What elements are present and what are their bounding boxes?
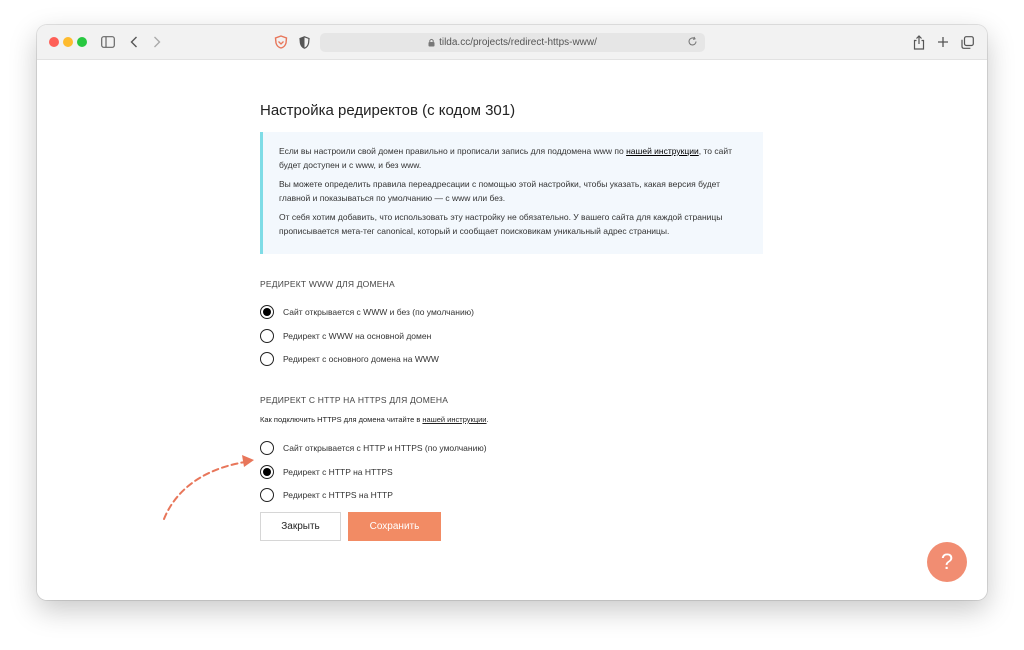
info-paragraph-1: Если вы настроили свой домен правильно и прописали запись для поддомена www по нашей инструкции, то сайт будет доступен и с www, и без www. bbox=[279, 146, 732, 170]
forward-icon[interactable] bbox=[153, 33, 161, 51]
instructions-link[interactable]: нашей инструкции bbox=[626, 146, 699, 156]
reload-icon[interactable] bbox=[687, 36, 698, 50]
lock-icon bbox=[428, 38, 435, 47]
minimize-window-button[interactable] bbox=[63, 37, 73, 47]
radio-circle[interactable] bbox=[260, 488, 274, 502]
radio-circle[interactable] bbox=[260, 441, 274, 455]
https-instructions-link[interactable]: нашей инструкции bbox=[422, 415, 487, 424]
sidebar-icon[interactable] bbox=[101, 33, 115, 51]
tab-overview-icon[interactable] bbox=[961, 33, 974, 51]
close-window-button[interactable] bbox=[49, 37, 59, 47]
radio-circle-checked[interactable] bbox=[260, 305, 274, 319]
https-hint: Как подключить HTTPS для домена читайте в нашей инструкции. bbox=[260, 415, 489, 424]
zoom-window-button[interactable] bbox=[77, 37, 87, 47]
radio-http-to-https[interactable]: Редирект с HTTP на HTTPS bbox=[260, 464, 393, 480]
radio-circle-checked[interactable] bbox=[260, 465, 274, 479]
info-box bbox=[260, 132, 763, 254]
back-icon[interactable] bbox=[130, 33, 138, 51]
radio-www-to-main[interactable]: Редирект с WWW на основной домен bbox=[260, 328, 431, 344]
info-paragraph-2: Вы можете определить правила переадресации с помощью этой настройки, чтобы указать, какая версия будет главной и показываться по умолчанию — с www или без. bbox=[279, 179, 721, 203]
close-button[interactable]: Закрыть bbox=[260, 512, 341, 541]
radio-http-https-default[interactable]: Сайт открывается с HTTP и HTTPS (по умолчанию) bbox=[260, 440, 487, 456]
https-section-title: РЕДИРЕКТ С HTTP НА HTTPS ДЛЯ ДОМЕНА bbox=[260, 395, 449, 405]
radio-www-default[interactable]: Сайт открывается с WWW и без (по умолчанию) bbox=[260, 304, 474, 320]
address-bar[interactable] bbox=[320, 33, 705, 52]
privacy-shield-icon[interactable] bbox=[299, 33, 310, 51]
radio-https-to-http[interactable]: Редирект с HTTPS на HTTP bbox=[260, 487, 393, 503]
annotation-arrow-icon bbox=[150, 440, 260, 525]
radio-main-to-www[interactable]: Редирект с основного домена на WWW bbox=[260, 351, 439, 367]
address-url: tilda.cc/projects/redirect-https-www/ bbox=[439, 37, 597, 48]
help-icon: ? bbox=[940, 549, 954, 574]
shield-extension-icon[interactable] bbox=[274, 33, 288, 51]
help-button[interactable] bbox=[927, 542, 967, 582]
browser-toolbar bbox=[37, 25, 987, 60]
info-paragraph-3: От себя хотим добавить, что использовать эту настройку не обязательно. У вашего сайта для каждой страницы прописывается мета-тег canonical, который и сообщает поисковикам уникальный адрес страницы. bbox=[279, 212, 723, 236]
radio-circle[interactable] bbox=[260, 329, 274, 343]
new-tab-icon[interactable] bbox=[937, 33, 949, 51]
share-icon[interactable] bbox=[913, 33, 925, 51]
save-button[interactable]: Сохранить bbox=[348, 512, 441, 541]
page-title: Настройка редиректов (с кодом 301) bbox=[260, 102, 516, 119]
www-section-title: РЕДИРЕКТ WWW ДЛЯ ДОМЕНА bbox=[260, 279, 395, 289]
radio-circle[interactable] bbox=[260, 352, 274, 366]
